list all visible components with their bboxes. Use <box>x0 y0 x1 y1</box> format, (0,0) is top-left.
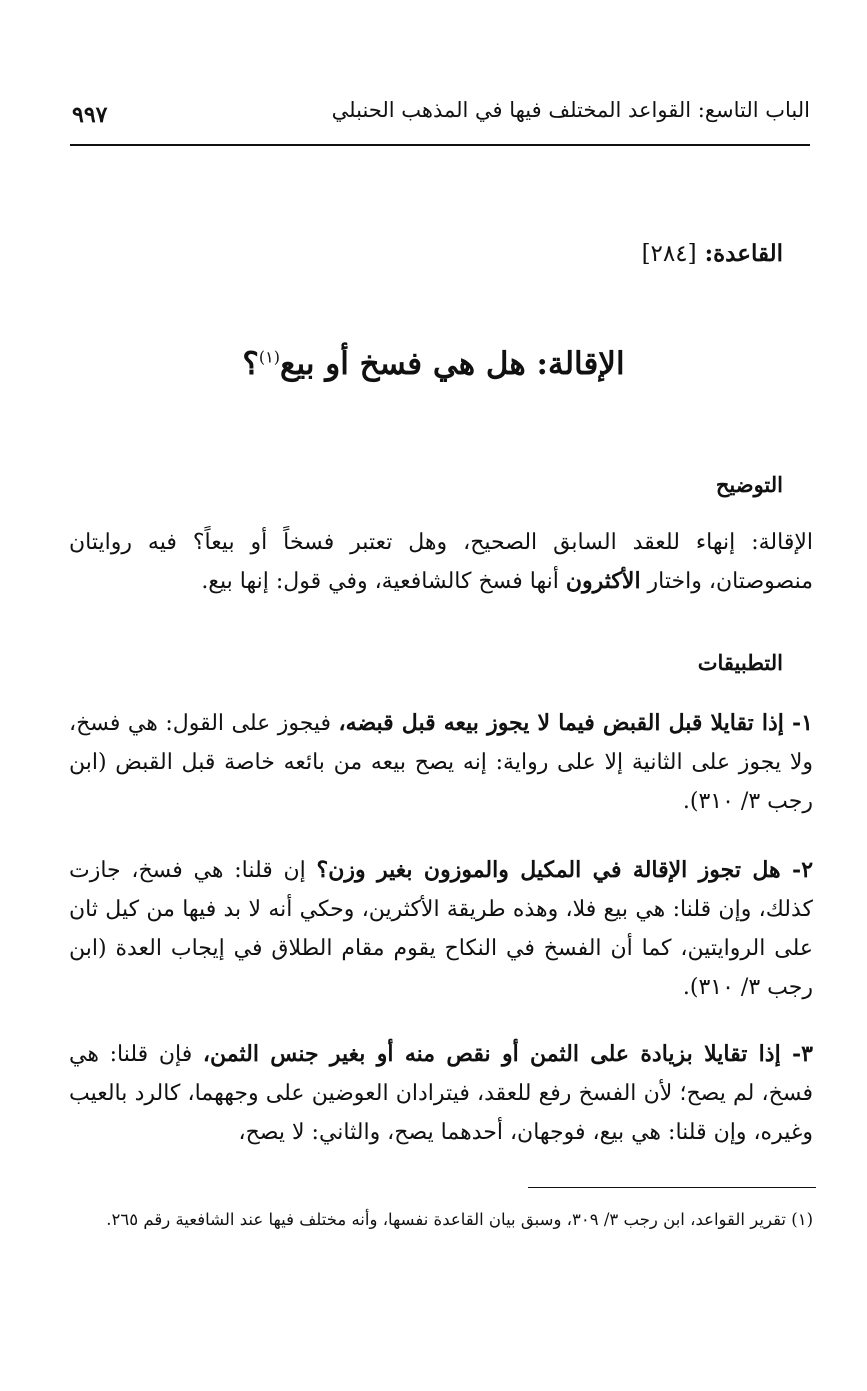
footnote-marker: (١) <box>791 1210 813 1229</box>
footnote-text: تقرير القواعد، ابن رجب ٣/ ٣٠٩، وسبق بيان القاعدة نفسها، وأنه مختلف فيها عند الشافعية رقم ٢٦٥. <box>106 1210 792 1229</box>
explanation-paragraph <box>69 523 813 601</box>
application-item-body: فإن قلنا: هي فسخ، لم يصح؛ لأن الفسخ رفع للعقد، فيترادان العوضين على وجههما، كالرد بالعيب وغيره، وإن قلنا: هي بيع، فوجهان، أحدهما يصح، والثاني: لا يصح، <box>69 1042 813 1145</box>
explanation-text-end: أنها فسخ كالشافعية، وفي قول: إنها بيع. <box>201 569 566 594</box>
section-heading-applications: التطبيقات <box>697 650 783 675</box>
application-item-lead: ١- إذا تقايلا قبل القبض فيما لا يجوز بيعه قبل قبضه، <box>338 710 813 736</box>
rule-label-word: القاعدة: <box>704 240 783 267</box>
page-title <box>0 346 867 382</box>
page-title-text: الإقالة: هل هي فسخ أو بيع <box>279 346 625 382</box>
explanation-text-start: الإقالة: إنهاء للعقد السابق الصحيح، وهل تعتبر فسخاً أو بيعاً؟ فيه روايتان منصوصتان، واختار <box>69 530 813 594</box>
application-item-body: فيجوز على القول: هي فسخ، ولا يجوز على الثانية إلا على رواية: إنه يصح بيعه من بائعه خاصة قبل القبض (ابن رجب ٣/ ٣١٠). <box>69 711 813 814</box>
header-divider <box>70 144 810 146</box>
application-item-1 <box>69 704 813 821</box>
rule-label <box>642 240 783 267</box>
application-item-body: إن قلنا: هي فسخ، جازت كذلك، وإن قلنا: هي بيع فلا، وهذه طريقة الأكثرين، وحكي أنه لا بد فيها من كيل ثان على الروايتين، كما أن الفسخ في النكاح يقوم مقام الطلاق في إيجاب العدة (ابن رجب ٣/ ٣١٠). <box>69 858 813 1000</box>
running-header-title: الباب التاسع: القواعد المختلف فيها في المذهب الحنبلي <box>331 98 810 122</box>
page-number: ٩٩٧ <box>72 102 108 128</box>
footnote-divider <box>528 1187 816 1188</box>
rule-number: [٢٨٤] <box>641 241 697 267</box>
application-item-lead: ٣- إذا تقايلا بزيادة على الثمن أو نقص منه أو بغير جنس الثمن، <box>202 1041 813 1067</box>
footnote-reference[interactable]: (١) <box>258 347 280 367</box>
title-question-mark: ؟ <box>242 346 259 382</box>
application-item-lead: ٢- هل تجوز الإقالة في المكيل والموزون بغير وزن؟ <box>316 857 814 883</box>
section-heading-explanation: التوضيح <box>715 472 783 497</box>
explanation-bold-term: الأكثرون <box>565 568 641 594</box>
footnote <box>69 1203 813 1237</box>
application-item-2 <box>69 851 813 1007</box>
application-item-3 <box>69 1035 813 1152</box>
